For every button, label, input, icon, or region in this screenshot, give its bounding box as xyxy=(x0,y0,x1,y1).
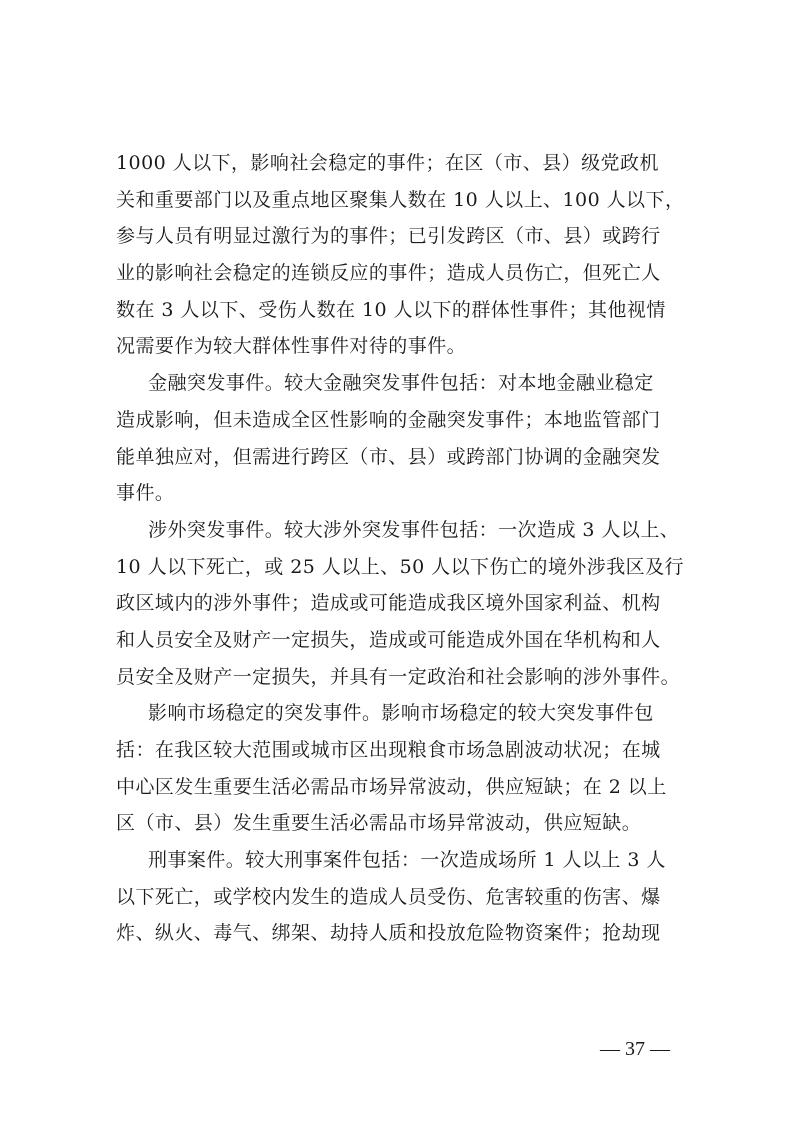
text-line: 关和重要部门以及重点地区聚集人数在 10 人以上、100 人以下， xyxy=(116,188,685,211)
text-line: 括：在我区较大范围或城市区出现粮食市场急剧波动状况；在城 xyxy=(116,739,661,761)
text-line: 和人员安全及财产一定损失，造成或可能造成外国在华机构和人 xyxy=(116,628,661,651)
text-line: 炸、纵火、毒气、绑架、劫持人质和投放危险物资案件；抢劫现 xyxy=(116,922,661,945)
text-line: 员安全及财产一定损失，并具有一定政治和社会影响的涉外事件。 xyxy=(116,665,681,688)
paragraph-start-line: 金融突发事件。较大金融突发事件包括：对本地金融业稳定 xyxy=(148,372,654,395)
text-line: 造成影响，但未造成全区性影响的金融突发事件；本地监管部门 xyxy=(116,408,661,431)
page-number: — 37 — xyxy=(600,1038,670,1060)
text-line: 参与人员有明显过激行为的事件；已引发跨区（市、县）或跨行 xyxy=(116,225,661,248)
paragraph-start-line: 影响市场稳定的突发事件。影响市场稳定的较大突发事件包 xyxy=(148,702,654,725)
paragraph-start-line: 涉外突发事件。较大涉外突发事件包括：一次造成 3 人以上、 xyxy=(148,518,680,541)
paragraph-start-line: 刑事案件。较大刑事案件包括：一次造成场所 1 人以上 3 人 xyxy=(148,849,666,872)
text-line: 区（市、县）发生重要生活必需品市场异常波动，供应短缺。 xyxy=(116,812,642,835)
text-line: 10 人以下死亡，或 25 人以上、50 人以下伤亡的境外涉我区及行 xyxy=(116,555,684,578)
text-line: 1000 人以下，影响社会稳定的事件；在区（市、县）级党政机 xyxy=(116,152,659,174)
text-line: 事件。 xyxy=(116,482,175,505)
text-line: 以下死亡，或学校内发生的造成人员受伤、危害较重的伤害、爆 xyxy=(116,885,661,908)
text-line: 数在 3 人以下、受伤人数在 10 人以下的群体性事件；其他视情 xyxy=(116,298,666,321)
text-line: 能单独应对，但需进行跨区（市、县）或跨部门协调的金融突发 xyxy=(116,445,661,468)
body-text xyxy=(116,145,696,952)
text-line: 业的影响社会稳定的连锁反应的事件；造成人员伤亡，但死亡人 xyxy=(116,262,661,285)
text-line: 中心区发生重要生活必需品市场异常波动，供应短缺；在 2 以上 xyxy=(116,775,667,798)
text-line: 政区域内的涉外事件；造成或可能造成我区境外国家利益、机构 xyxy=(116,592,661,615)
text-line: 况需要作为较大群体性事件对待的事件。 xyxy=(116,335,467,358)
